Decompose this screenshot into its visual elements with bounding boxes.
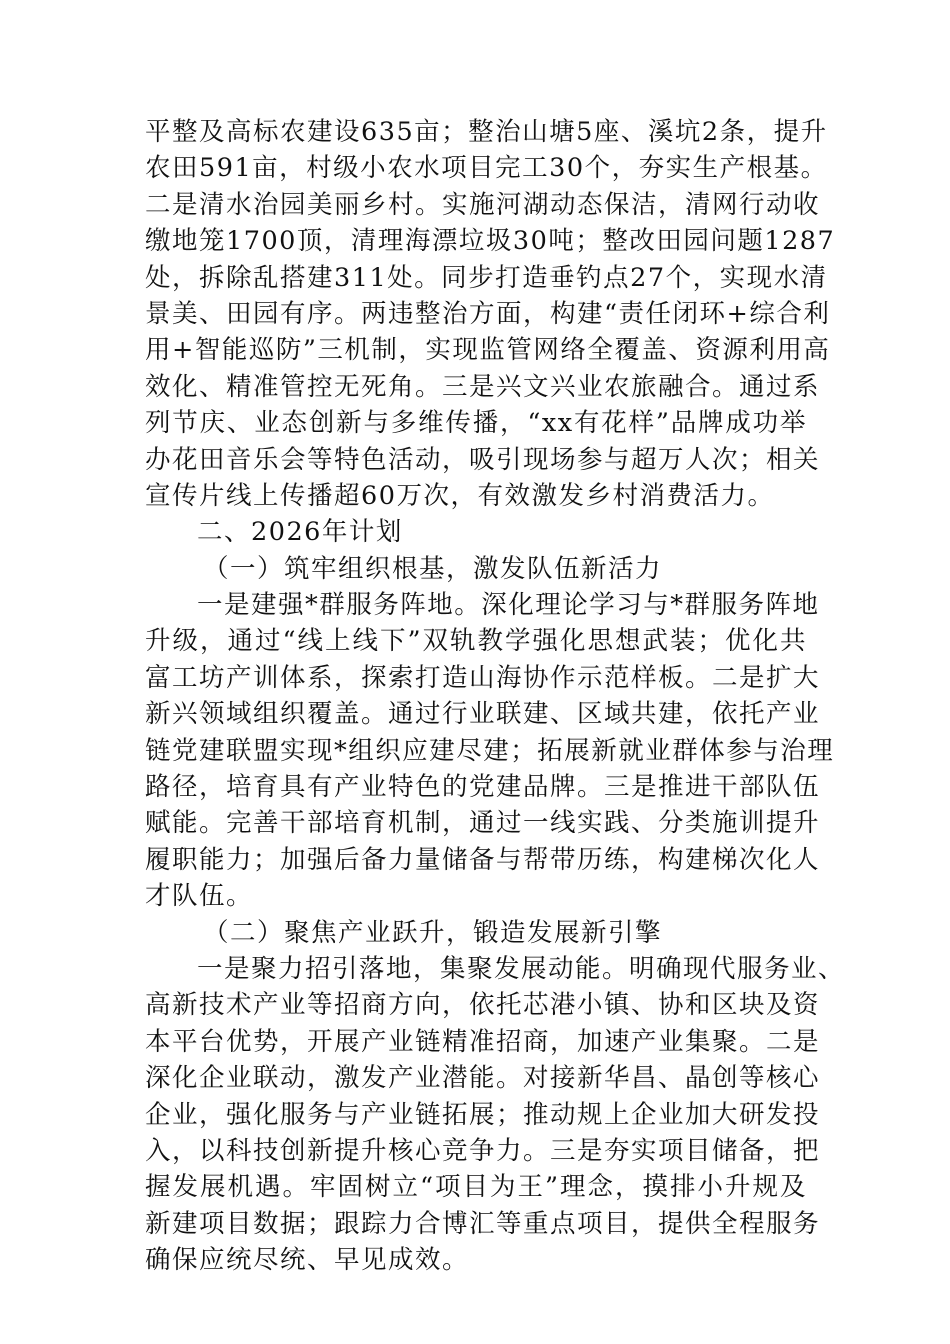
subsection-heading: （二）聚焦产业跃升，锻造发展新引擎 — [203, 917, 663, 948]
subsection-heading: （一）筑牢组织根基，激发队伍新活力 — [203, 553, 663, 584]
body-line: 农田591亩，村级小农水项目完工30个，夯实生产根基。 — [145, 153, 828, 184]
body-line: 才队伍。 — [145, 881, 254, 912]
body-line: 富工坊产训体系，探索打造山海协作示范样板。二是扩大 — [145, 662, 821, 693]
body-line: 列节庆、业态创新与多维传播，“xx有花样”品牌成功举 — [145, 408, 807, 439]
body-line: 一是聚力招引落地，集聚发展动能。明确现代服务业、 — [197, 953, 846, 984]
body-line: 企业，强化服务与产业链拓展；推动规上企业加大研发投 — [145, 1099, 821, 1130]
body-line: 效化、精准管控无死角。三是兴文兴业农旅融合。通过系 — [145, 371, 821, 402]
body-line: 一是建强*群服务阵地。深化理论学习与*群服务阵地 — [197, 590, 820, 621]
body-line: 宣传片线上传播超60万次，有效激发乡村消费活力。 — [145, 480, 775, 511]
body-line: 新建项目数据；跟踪力合博汇等重点项目，提供全程服务 — [145, 1208, 821, 1239]
body-line: 升级，通过“线上线下”双轨教学强化思想武装；优化共 — [145, 626, 807, 657]
section-heading: 二、2026年计划 — [197, 517, 403, 548]
body-line: 入，以科技创新提升核心竞争力。三是夯实项目储备，把 — [145, 1135, 821, 1166]
body-line: 处，拆除乱搭建311处。同步打造垂钓点27个，实现水清 — [145, 262, 828, 293]
body-line: 本平台优势，开展产业链精准招商，加速产业集聚。二是 — [145, 1026, 821, 1057]
body-line: 链党建联盟实现*组织应建尽建；拓展新就业群体参与治理 — [145, 735, 835, 766]
body-line: 履职能力；加强后备力量储备与帮带历练，构建梯次化人 — [145, 844, 821, 875]
body-line: 缴地笼1700顶，清理海漂垃圾30吨；整改田园问题1287 — [145, 226, 836, 257]
document-body — [145, 114, 846, 1279]
body-line: 用+智能巡防”三机制，实现监管网络全覆盖、资源利用高 — [145, 335, 831, 366]
body-line: 握发展机遇。牢固树立“项目为王”理念，摸排小升规及 — [145, 1172, 807, 1203]
body-line: 确保应统尽统、早见成效。 — [145, 1245, 470, 1276]
body-line: 赋能。完善干部培育机制，通过一线实践、分类施训提升 — [145, 808, 821, 839]
body-line: 平整及高标农建设635亩；整治山塘5座、溪坑2条，提升 — [145, 117, 828, 147]
body-line: 路径，培育具有产业特色的党建品牌。三是推进干部队伍 — [145, 772, 821, 803]
body-line: 景美、田园有序。两违整治方面，构建“责任闭环+综合利 — [145, 298, 831, 329]
body-line: 深化企业联动，激发产业潜能。对接新华昌、晶创等核心 — [145, 1063, 821, 1094]
body-line: 新兴领域组织覆盖。通过行业联建、区域共建，依托产业 — [145, 699, 821, 730]
body-line: 办花田音乐会等特色活动，吸引现场参与超万人次；相关 — [145, 444, 821, 475]
body-line: 高新技术产业等招商方向，依托芯港小镇、协和区块及资 — [145, 990, 821, 1021]
body-line: 二是清水治园美丽乡村。实施河湖动态保洁，清网行动收 — [145, 189, 821, 220]
